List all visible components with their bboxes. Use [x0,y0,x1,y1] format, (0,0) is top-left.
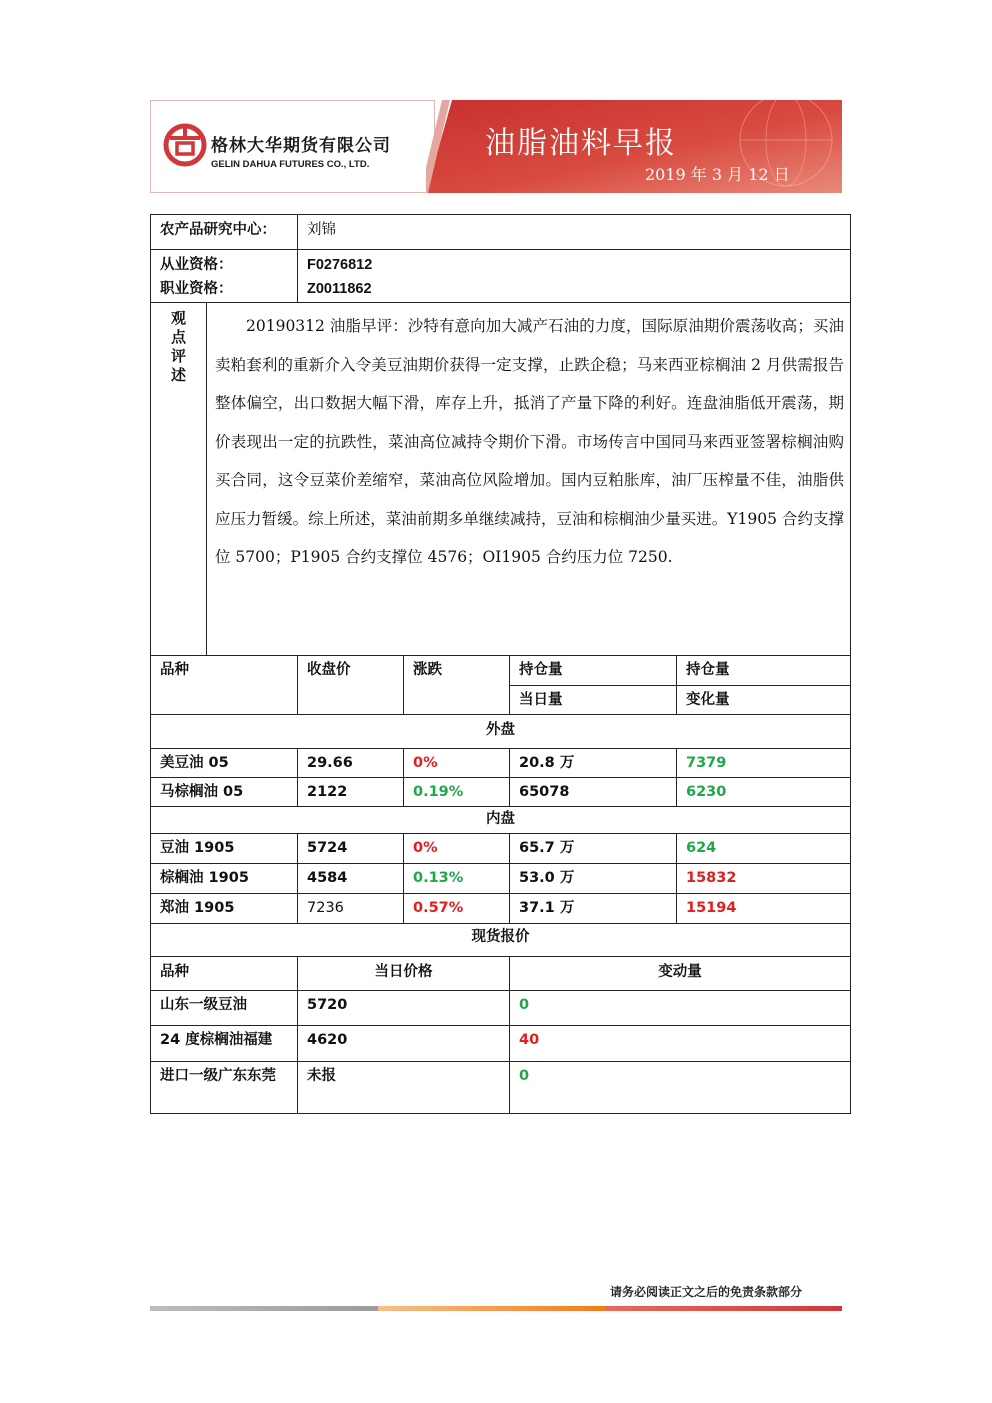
open-interest: 65078 [510,778,677,807]
futures-header-change: 涨跌 [404,656,510,715]
opinion-row [151,303,851,656]
price-change: 0.13% [404,864,510,894]
open-interest: 37.1 万 [510,894,677,924]
report-table [150,214,851,1114]
report-date: 2019 年 3 月 12 日 [645,165,790,184]
oi-change: 624 [677,834,851,864]
dept-row [151,215,851,250]
spot-price: 未报 [298,1062,510,1114]
qualification-label-1: 从业资格： [160,257,233,273]
footer-bar-grey [150,1306,378,1311]
opinion-text: 20190312 油脂早评：沙特有意向加大减产石油的力度，国际原油期价震荡收高；买油卖粕套利的重新介入令美豆油期价获得一定支撑，止跌企稳；马来西亚棕榈油 2 月供需报告整体偏空，出口数据大幅下滑，库存上升，抵消了产量下降的利好。连盘油脂低开震荡，期价表现出一定的抗跌性，菜油高位减持令期价下滑。市场传言中国同马来西亚签署棕榈油购买合同，这令豆菜价差缩窄，菜油高位风险增加。国内豆粕胀库，油厂压榨量不佳，油脂供应压力暂缓。综上所述，菜油前期多单继续减持，豆油和棕榈油少量买进。Y1905 合约支撑位 5700；P1905 合约支撑位 4576；OI1905 合约压力位 7250. [207,303,851,656]
futures-header-oi-change: 持仓量 [677,656,850,686]
price-change: 0% [404,834,510,864]
futures-header-oi: 持仓量 [510,656,676,686]
spot-title: 现货报价 [151,924,851,957]
qualification-row [151,250,851,303]
qualification-value-2: Z0011862 [307,281,372,297]
spot-section [151,924,851,957]
inner-market-section [151,807,851,834]
oi-change: 15832 [677,864,851,894]
futures-header-volume: 当日量 [519,692,563,708]
outer-market-label: 外盘 [151,715,851,749]
qualification-value-1: F0276812 [307,257,373,273]
oi-change: 7379 [677,749,851,778]
spot-header-row [151,957,851,991]
report-header [150,100,842,193]
variety-name: 郑油 1905 [151,894,298,924]
qualification-label-2: 职业资格： [160,281,233,297]
spot-variety: 进口一级广东东莞 [151,1062,298,1114]
opinion-label: 观点评述 [170,309,186,384]
close-price: 4584 [298,864,404,894]
futures-header-close: 收盘价 [298,656,404,715]
close-price: 2122 [298,778,404,807]
spot-header-variety: 品种 [151,957,298,991]
spot-price: 5720 [298,991,510,1026]
table-row [151,991,851,1026]
report-title: 油脂油料早报 [485,126,677,161]
close-price: 5724 [298,834,404,864]
oi-change: 15194 [677,894,851,924]
open-interest: 20.8 万 [510,749,677,778]
variety-name: 豆油 1905 [151,834,298,864]
spot-price: 4620 [298,1026,510,1062]
spot-header-price: 当日价格 [298,957,510,991]
price-change: 0.57% [404,894,510,924]
table-row [151,864,851,894]
company-name-en: GELIN DAHUA FUTURES CO., LTD. [211,159,370,170]
dept-label: 农产品研究中心： [151,215,298,250]
price-change: 0% [404,749,510,778]
spot-change: 0 [510,1062,851,1114]
oi-change: 6230 [677,778,851,807]
table-row [151,1062,851,1114]
variety-name: 棕榈油 1905 [151,864,298,894]
variety-name: 马棕榈油 05 [151,778,298,807]
spot-variety: 24 度棕榈油福建 [151,1026,298,1062]
table-row [151,834,851,864]
footer-bar-red [606,1306,842,1311]
variety-name: 美豆油 05 [151,749,298,778]
open-interest: 53.0 万 [510,864,677,894]
disclaimer-note: 请务必阅读正文之后的免责条款部分 [610,1285,803,1299]
spot-change: 0 [510,991,851,1026]
table-row [151,749,851,778]
spot-variety: 山东一级豆油 [151,991,298,1026]
table-row [151,778,851,807]
close-price: 29.66 [298,749,404,778]
open-interest: 65.7 万 [510,834,677,864]
spot-header-change: 变动量 [510,957,851,991]
inner-market-label: 内盘 [151,807,851,834]
table-row [151,894,851,924]
close-price: 7236 [298,894,404,924]
spot-change: 40 [510,1026,851,1062]
footer-bar-orange [378,1306,606,1311]
futures-header-delta: 变化量 [686,692,730,708]
price-change: 0.19% [404,778,510,807]
futures-header-row [151,656,851,715]
analyst-name: 刘锦 [298,215,851,250]
table-row [151,1026,851,1062]
outer-market-section [151,715,851,749]
company-logo [163,123,207,167]
futures-header-variety: 品种 [151,656,298,715]
company-name-cn: 格林大华期货有限公司 [211,136,391,156]
company-block [150,100,435,193]
